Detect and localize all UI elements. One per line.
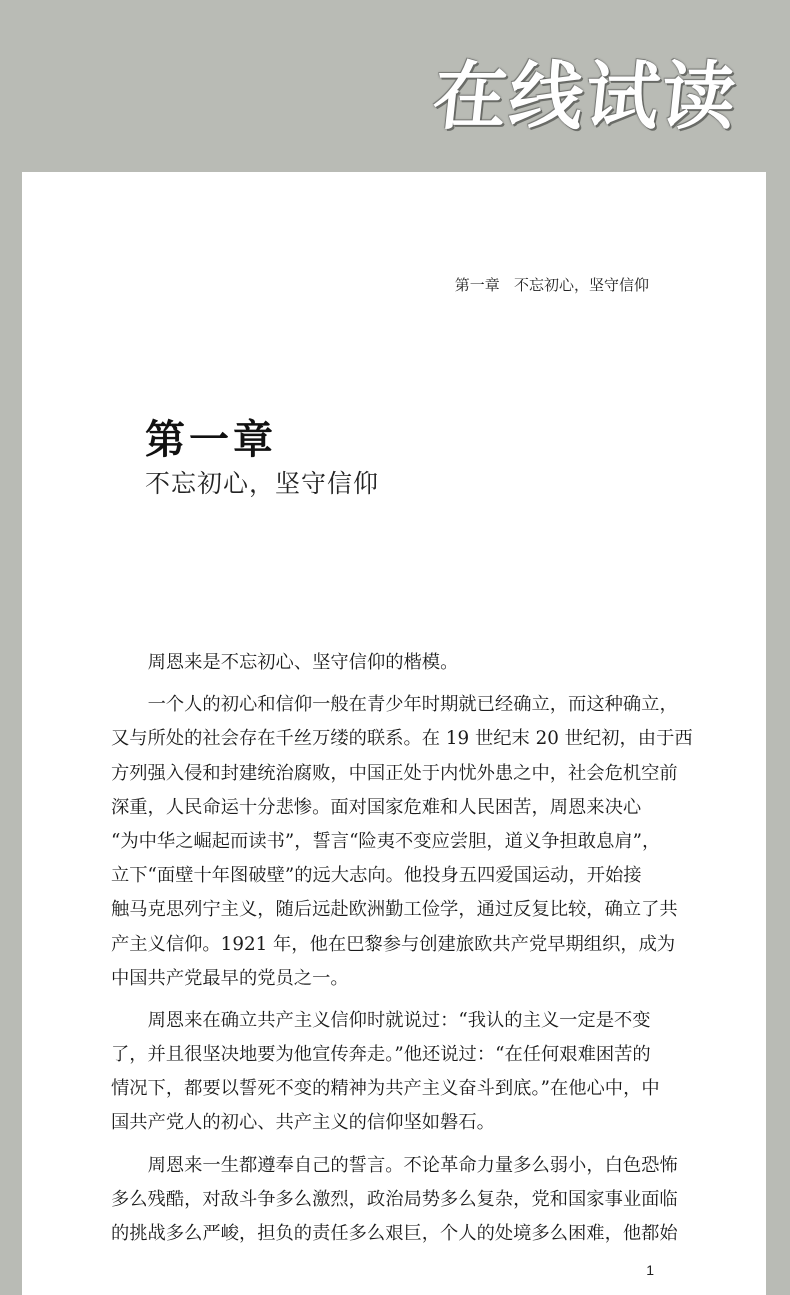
banner bbox=[0, 0, 790, 172]
text-line: 周恩来在确立共产主义信仰时就说过：“我认的主义一定是不变 bbox=[147, 1009, 651, 1031]
text-line: 深重，人民命运十分悲惨。面对国家危难和人民困苦，周恩来决心 bbox=[111, 796, 642, 818]
body-text bbox=[111, 646, 691, 1251]
text-line: 的挑战多么严峻，担负的责任多么艰巨，个人的处境多么困难，他都始 bbox=[111, 1223, 678, 1244]
text-line: 产主义信仰。1921 年，他在巴黎参与创建旅欧共产党早期组织，成为 bbox=[111, 933, 676, 955]
running-header: 第一章 不忘初心，坚守信仰 bbox=[454, 276, 649, 294]
text-line: 周恩来是不忘初心、坚守信仰的楷模。 bbox=[147, 652, 459, 673]
text-line: 国共产党人的初心、共产主义的信仰坚如磐石。 bbox=[111, 1112, 495, 1134]
banner-title: 在线试读 bbox=[428, 54, 742, 140]
text-line: 了，并且很坚决地要为他宣传奔走。”他还说过：“在任何艰难困苦的 bbox=[111, 1044, 651, 1066]
text-line: 情况下，都要以誓死不变的精神为共产主义奋斗到底。”在他心中，中 bbox=[111, 1078, 660, 1100]
text-line: 触马克思列宁主义，随后远赴欧洲勤工俭学，通过反复比较，确立了共 bbox=[111, 899, 678, 921]
text-line: 又与所处的社会存在千丝万缕的联系。在 19 世纪末 20 世纪初，由于西 bbox=[111, 728, 693, 750]
text-line: 一个人的初心和信仰一般在青少年时期就已经确立，而这种确立， bbox=[147, 694, 678, 716]
text-line: 周恩来一生都遵奉自己的誓言。不论革命力量多么弱小，白色恐怖 bbox=[147, 1154, 678, 1176]
page-number: 1 bbox=[646, 1262, 654, 1278]
chapter-title: 不忘初心，坚守信仰 bbox=[145, 469, 380, 498]
text-line: 中国共产党最早的党员之一。 bbox=[111, 967, 349, 989]
chapter-number: 第一章 bbox=[145, 416, 277, 463]
text-line: 立下“面壁十年图破壁”的远大志向。他投身五四爱国运动，开始接 bbox=[111, 865, 642, 887]
book-page bbox=[22, 172, 766, 1295]
text-line: 方列强入侵和封建统治腐败，中国正处于内忧外患之中，社会危机空前 bbox=[111, 762, 678, 784]
text-line: “为中华之崛起而读书”，誓言“险夷不变应尝胆，道义争担敢息肩”， bbox=[111, 830, 661, 852]
text-line: 多么残酷，对敌斗争多么激烈，政治局势多么复杂，党和国家事业面临 bbox=[111, 1188, 678, 1210]
